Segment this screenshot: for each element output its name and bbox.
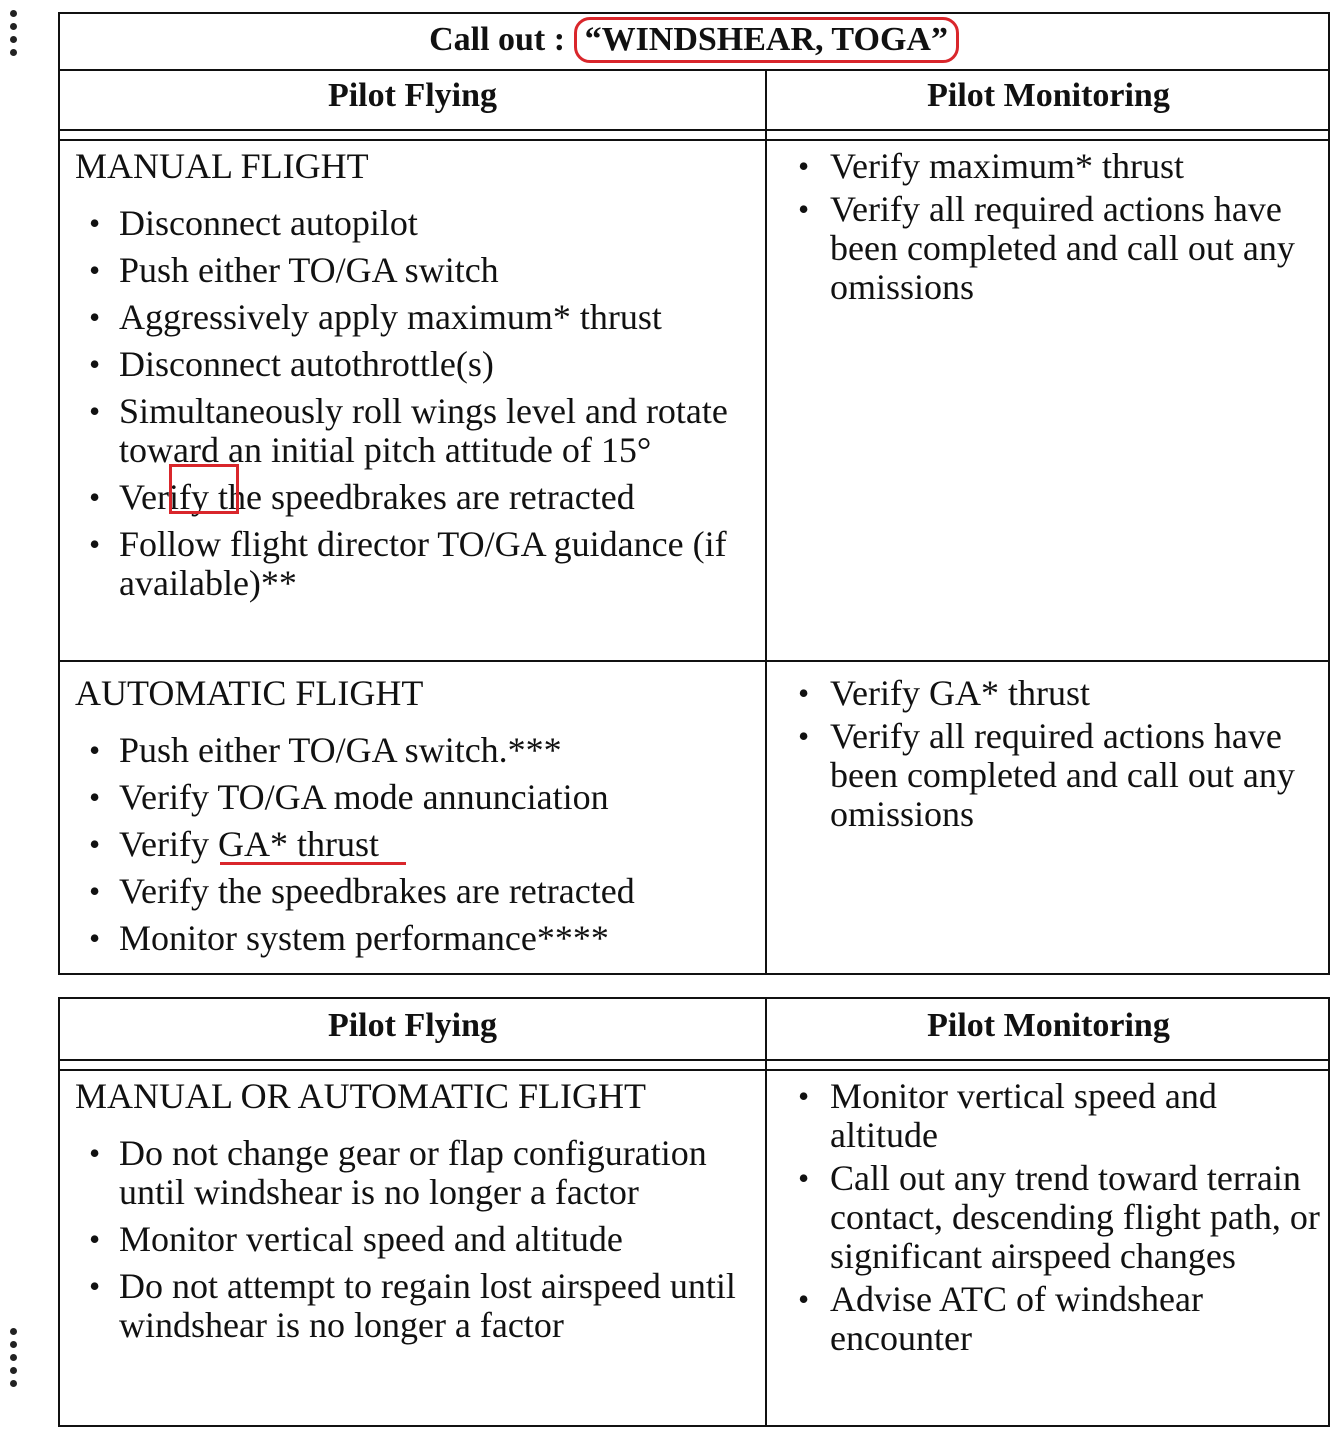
column-divider bbox=[765, 999, 767, 1425]
list-item: • Verify GA* thrust bbox=[75, 825, 755, 864]
manual-or-automatic-pm bbox=[782, 1077, 1322, 1362]
section-title-manual-or-automatic: MANUAL OR AUTOMATIC FLIGHT bbox=[75, 1076, 647, 1116]
column-header-pilot-flying: Pilot Flying bbox=[327, 1007, 498, 1044]
manual-or-automatic-pm-list bbox=[782, 1077, 1322, 1358]
list-item: • Verify GA* thrust bbox=[782, 674, 1322, 713]
list-item: • Push either TO/GA switch.*** bbox=[75, 731, 755, 770]
list-item: • Verify the speedbrakes are retracted bbox=[75, 478, 755, 517]
ga-thrust-underline bbox=[220, 862, 406, 865]
column-divider bbox=[765, 69, 767, 973]
procedure-table-secondary bbox=[58, 997, 1330, 1427]
callout-phrase: “WINDSHEAR, TOGA” bbox=[584, 21, 948, 58]
column-header-pilot-monitoring: Pilot Monitoring bbox=[927, 77, 1170, 114]
automatic-flight-pm bbox=[782, 674, 1322, 838]
callout-phrase-highlight bbox=[574, 17, 959, 63]
list-item: • Do not change gear or flap configuration until windshear is no longer a factor bbox=[75, 1134, 755, 1212]
page-continuation-dots-bottom bbox=[6, 1328, 22, 1393]
list-item: • Monitor vertical speed and altitude bbox=[75, 1220, 755, 1259]
list-item: • Advise ATC of windshear encounter bbox=[782, 1280, 1322, 1358]
section-title-automatic-flight: AUTOMATIC FLIGHT bbox=[75, 673, 424, 713]
list-item: • Do not attempt to regain lost airspeed until windshear is no longer a factor bbox=[75, 1267, 755, 1345]
list-item: • Verify maximum* thrust bbox=[782, 147, 1322, 186]
header-divider bbox=[60, 129, 1328, 131]
page-continuation-dots-top bbox=[6, 10, 22, 62]
column-header-pilot-monitoring: Pilot Monitoring bbox=[927, 1007, 1170, 1044]
list-item: • Monitor system performance**** bbox=[75, 919, 755, 958]
list-item: • Monitor vertical speed and altitude bbox=[782, 1077, 1322, 1155]
callout-row bbox=[60, 14, 1328, 69]
manual-flight-pf-list bbox=[75, 204, 755, 603]
list-item: • Verify the speedbrakes are retracted bbox=[75, 872, 755, 911]
list-item: • Verify all required actions have been completed and call out any omissions bbox=[782, 190, 1322, 307]
header-divider bbox=[60, 1059, 1328, 1061]
list-item: • Push either TO/GA switch bbox=[75, 251, 755, 290]
list-item: • Verify all required actions have been completed and call out any omissions bbox=[782, 717, 1322, 834]
list-item: • Verify TO/GA mode annunciation bbox=[75, 778, 755, 817]
list-item: • Call out any trend toward terrain contact, descending flight path, or significant airspeed changes bbox=[782, 1159, 1322, 1276]
list-item: • Follow flight director TO/GA guidance (if available)** bbox=[75, 525, 755, 603]
section-divider bbox=[60, 660, 1328, 662]
list-item: • Simultaneously roll wings level and rotate toward an initial pitch attitude of 15° bbox=[75, 392, 755, 470]
procedure-table-primary bbox=[58, 12, 1330, 975]
list-item: • Disconnect autopilot bbox=[75, 204, 755, 243]
manual-or-automatic-pf-list bbox=[75, 1134, 755, 1345]
header-divider-double bbox=[60, 1069, 1328, 1071]
column-header-pilot-flying: Pilot Flying bbox=[327, 77, 498, 114]
manual-or-automatic-pf bbox=[75, 1077, 755, 1353]
manual-flight-pm bbox=[782, 147, 1322, 311]
automatic-flight-pf-list bbox=[75, 731, 755, 958]
manual-flight-pm-list bbox=[782, 147, 1322, 307]
automatic-flight-pm-list bbox=[782, 674, 1322, 834]
list-item: • Disconnect autothrottle(s) bbox=[75, 345, 755, 384]
automatic-flight-pf bbox=[75, 674, 755, 966]
list-item: • Aggressively apply maximum* thrust bbox=[75, 298, 755, 337]
divider bbox=[60, 69, 1328, 71]
header-divider-double bbox=[60, 139, 1328, 141]
section-title-manual-flight: MANUAL FLIGHT bbox=[75, 146, 369, 186]
callout-prefix: Call out : bbox=[429, 21, 574, 58]
manual-flight-pf bbox=[75, 147, 755, 611]
pitch-value-highlight bbox=[169, 464, 239, 514]
